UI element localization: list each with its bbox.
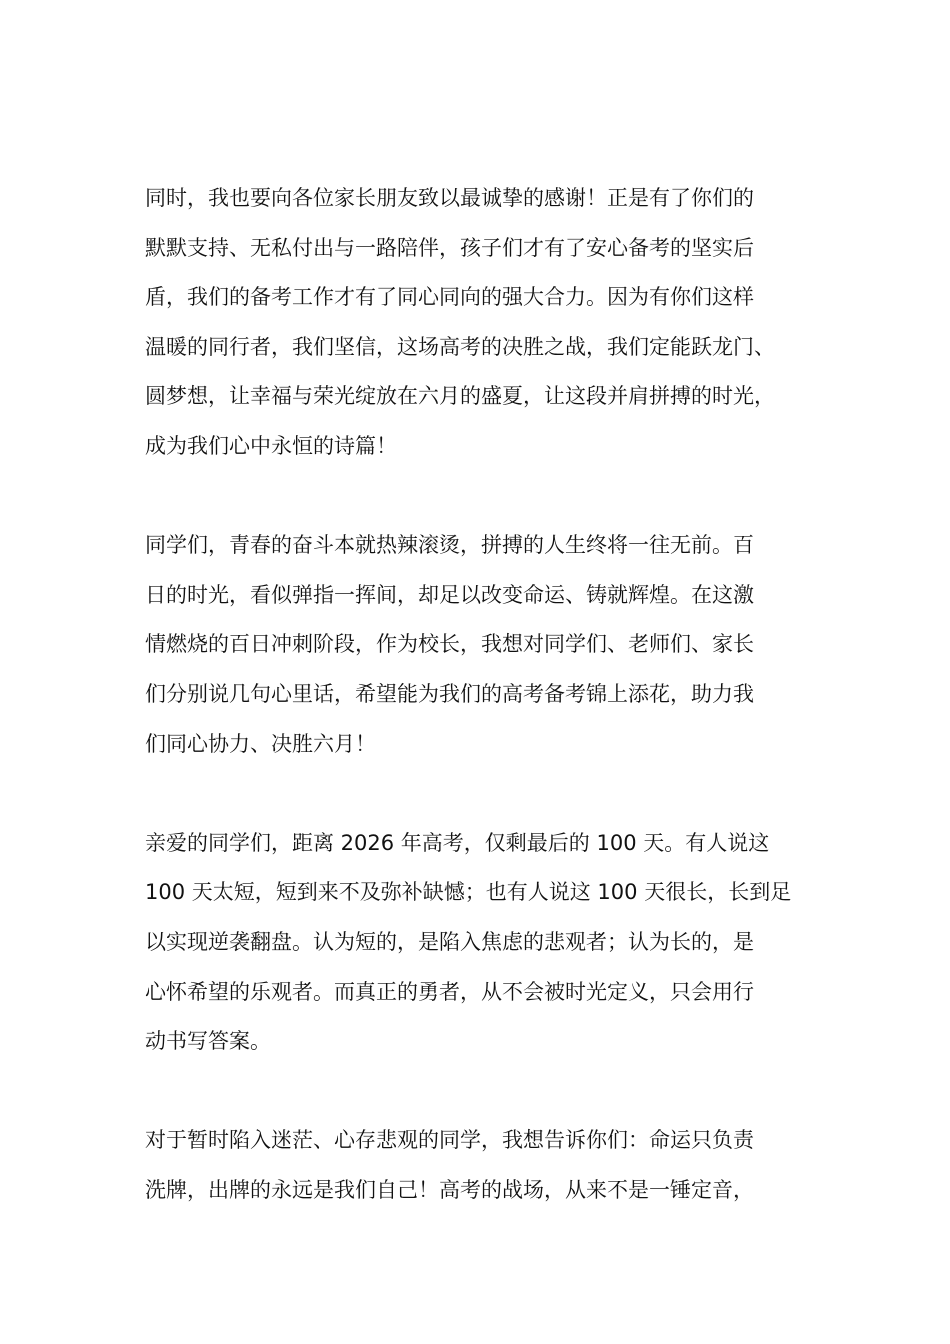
text-line: 们同心协力、决胜六月！	[145, 731, 376, 756]
text-line: 100 天太短，短到来不及弥补缺憾；也有人说这 100 天很长，长到足	[145, 880, 792, 905]
text-line: 洗牌，出牌的永远是我们自己！高考的战场，从来不是一锤定音，	[145, 1177, 754, 1202]
text-line: 盾，我们的备考工作才有了同心同向的强大合力。因为有你们这样	[145, 285, 754, 310]
text-line: 心怀希望的乐观者。而真正的勇者，从不会被时光定义，只会用行	[145, 979, 754, 1004]
text-line: 温暖的同行者，我们坚信，这场高考的决胜之战，我们定能跃龙门、	[145, 334, 775, 359]
paragraph-hundred-days	[145, 819, 809, 1067]
paragraph-thanks-parents	[145, 174, 809, 472]
document-body	[145, 174, 809, 1265]
paragraph-to-pessimists	[145, 1116, 809, 1215]
text-line: 默默支持、无私付出与一路陪伴，孩子们才有了安心备考的坚实后	[145, 235, 754, 260]
text-line: 同时，我也要向各位家长朋友致以最诚挚的感谢！正是有了你们的	[145, 186, 754, 210]
text-line: 们分别说几句心里话，希望能为我们的高考备考锦上添花，助力我	[145, 681, 754, 706]
text-line: 同学们，青春的奋斗本就热辣滚烫，拼搏的人生终将一往无前。百	[145, 533, 754, 558]
text-line: 日的时光，看似弹指一挥间，却足以改变命运、铸就辉煌。在这激	[145, 582, 754, 607]
text-line: 情燃烧的百日冲刺阶段，作为校长，我想对同学们、老师们、家长	[145, 632, 754, 657]
text-line: 对于暂时陷入迷茫、心存悲观的同学，我想告诉你们：命运只负责	[145, 1128, 754, 1153]
text-line: 圆梦想，让幸福与荣光绽放在六月的盛夏，让这段并肩拼搏的时光，	[145, 384, 775, 409]
paragraph-address-students	[145, 521, 809, 769]
text-line: 动书写答案。	[145, 1029, 271, 1054]
text-line: 成为我们心中永恒的诗篇！	[145, 433, 397, 458]
text-line: 以实现逆袭翻盘。认为短的，是陷入焦虑的悲观者；认为长的，是	[145, 929, 754, 954]
text-line: 亲爱的同学们，距离 2026 年高考，仅剩最后的 100 天。有人说这	[145, 830, 770, 855]
